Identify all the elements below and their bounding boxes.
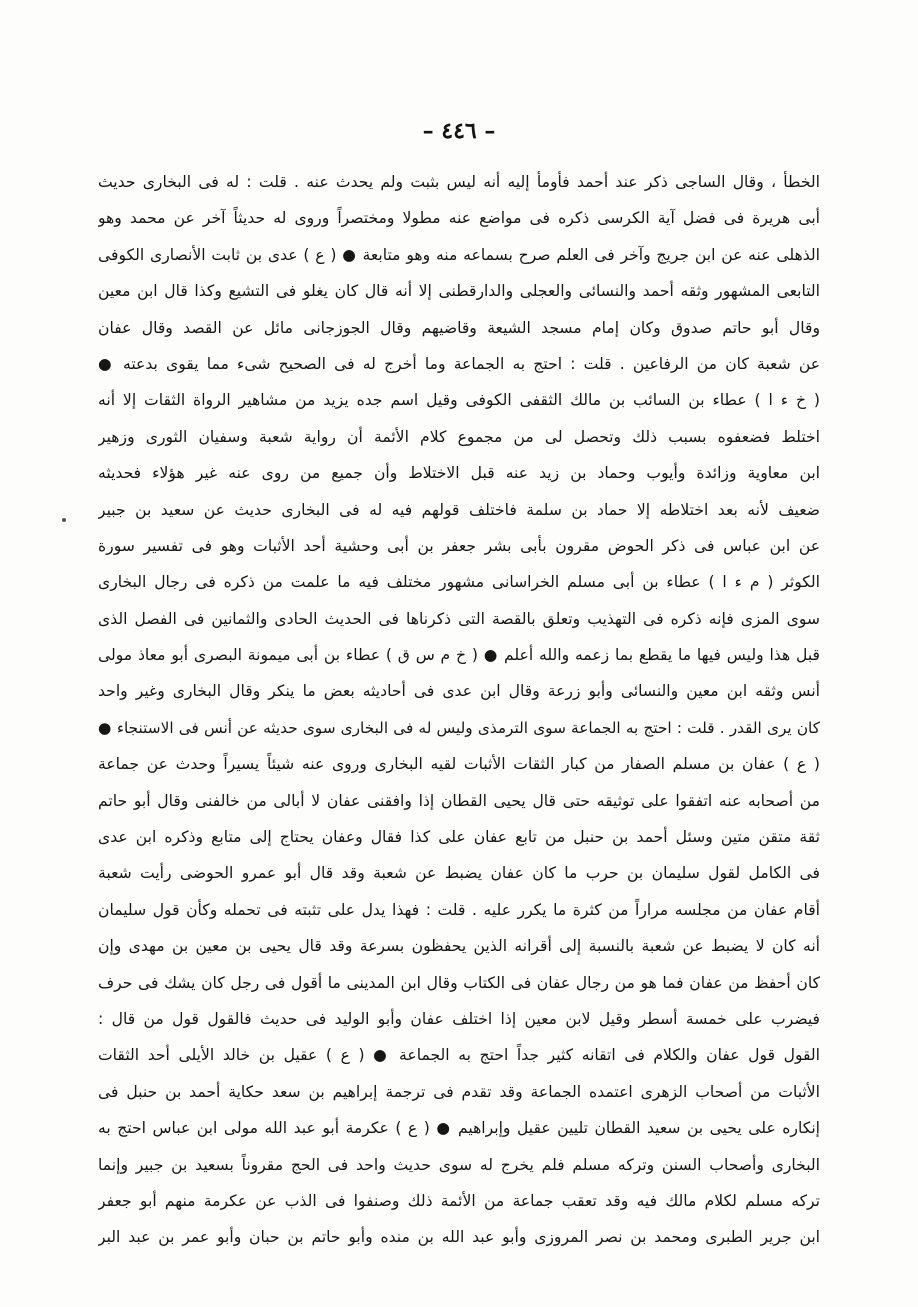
text-line: فيضرب على خمسة أسطر وقيل لابن معين إذا اختلف عفان وأبو الوليد فى حديث فالقول قول من قال : xyxy=(98,1009,820,1028)
text-line: الخطأ ، وقال الساجى ذكر عند أحمد فأومأ إليه أنه ليس بثبت ولم يحدث عنه . قلت : له فى البخارى حديث xyxy=(98,173,820,191)
text-line: ضعيف لأنه بعد اختلاطه إلا حماد بن سلمة فاختلف قولهم فيه له فى البخارى حديث عن سعيد بن جبير xyxy=(98,500,820,519)
page-number: – ٤٤٦ – xyxy=(422,118,496,144)
text-line: عن ابن عباس فى ذكر الحوض مقرون بأبى بشر جعفر بن أبى وحشية أحد الأثبات وهو فى تفسير سورة xyxy=(98,536,820,555)
text-line: من أصحابه عنه اتفقوا على توثيقه حتى قال يحيى القطان إذا وافقنى عفان لا أبالى من خالفنى وقال أبو حاتم xyxy=(98,791,820,810)
text-line: اختلط فضعفوه بسبب ذلك وتحصل لى من مجموع كلام الأئمة أن رواية شعبة وسفيان الثورى وزهير xyxy=(98,427,820,446)
text-line: وقال أبو حاتم صدوق وكان إمام مسجد الشيعة وقاضيهم وقال الجوزجانى مائل عن القصد وقال عفان xyxy=(98,318,820,337)
text-line: إنكاره على يحيى بن سعيد القطان تليين عقيل وإبراهيم ● ( ع ) عكرمة أبو عبد الله مولى ابن عباس احتج به xyxy=(98,1119,820,1138)
text-line: التابعى المشهور وثقه أحمد والنسائى والعجلى والدارقطنى إلا أنه قال كان يغلو فى التشيع وكذا قال ابن معين xyxy=(98,282,820,301)
text-line: فى الكامل لقول سليمان بن حرب ما كان عفان يضبط عن شعبة وقد قال أبو عمرو الحوضى رأيت شعبة xyxy=(98,864,820,883)
text-line: الذهلى عنه عن ابن جريج وآخر فى العلم صرح بسماعه منه وهو متابعة ● ( ع ) عدى بن ثابت الأنصارى الكوفى xyxy=(98,245,820,264)
text-line: ابن معاوية وزائدة وأيوب وحماد بن زيد عنه قبل الاختلاط وأن جميع من روى عنه غير هؤلاء فحديثه xyxy=(98,464,820,483)
text-line: الأثبات من أصحاب الزهرى اعتمده الجماعة وقد تقدم فى ترجمة إبراهيم بن سعد حكاية أحمد بن حنبل فى xyxy=(98,1082,820,1101)
text-line: كان أحفظ من عفان فما هو من رجال عفان فى الكتاب وقال ابن المدينى ما أقول فى رجل كان يشك فى حرف xyxy=(98,973,820,992)
text-line: ثقة متقن متين وسئل أحمد بن حنبل من تابع عفان على كذا فقال وعفان يحتاج إلى متابع وذكره ابن عدى xyxy=(98,828,820,847)
text-line: أقام عفان من مجلسه مراراً من كثرة ما يكرر عليه . قلت : فهذا يدل على تثبته فى تحمله وكأن قول سليمان xyxy=(98,900,820,919)
text-line: ( خ ء ا ) عطاء بن السائب بن مالك الثقفى الكوفى وقيل اسم جده يزيد من مشاهير الرواة الثقات إلا أنه xyxy=(98,391,820,410)
text-line: القول قول عفان والكلام فى اتقانه كثير جداً احتج به الجماعة ● ( ع ) عقيل بن خالد الأيلى أحد الثقات xyxy=(98,1046,820,1065)
text-line: تركه مسلم لكلام مالك فيه وقد تعقب جماعة من الأئمة ذلك وصنفوا فى الذب عن عكرمة منهم أبو جعفر xyxy=(98,1191,820,1210)
text-line: البخارى وأصحاب السنن وتركه مسلم فلم يخرج له سوى حديث واحد فى الحج مقروناً بسعيد بن جبير وإنما xyxy=(98,1155,820,1174)
body-text xyxy=(98,164,820,1256)
text-line: أنس وثقه ابن معين والنسائى وأبو زرعة وقال ابن عدى فى أحاديثه بعض ما ينكر وقال البخارى وغير واحد xyxy=(98,682,820,701)
text-line: قبل هذا وليس فيها ما يقطع بما زعمه والله أعلم ● ( خ م س ق ) عطاء بن أبى ميمونة البصرى أبو معاذ مولى xyxy=(98,646,820,665)
text-line: عن شعبة كان من الرفاعين . قلت : احتج به الجماعة وما أخرج له فى الصحيح شىء مما يقوى بدعته ● xyxy=(98,354,820,373)
text-line: ابن جرير الطبرى ومحمد بن نصر المروزى وأبو عبد الله بن منده وأبو حاتم بن حبان وأبو عمر بن عبد البر xyxy=(98,1228,820,1247)
text-line: أنه كان لا يضبط عن شعبة بالنسبة إلى أقرانه الذين يحفظون بسرعة وقد قال يحيى بن معين بن مهدى وإن xyxy=(98,937,820,956)
text-line: سوى المزى فإنه ذكره فى التهذيب وتعلق بالقصة التى ذكرناها فى الحديث الحادى والثمانين فى الفصل الذى xyxy=(98,609,820,628)
margin-dot xyxy=(62,518,66,522)
text-line: كان يرى القدر . قلت : احتج به الجماعة سوى الترمذى وليس له فى البخارى سوى حديثه عن أنس فى الاستنجاء ● xyxy=(98,718,820,737)
text-line: ( ع ) عفان بن مسلم الصفار من كبار الثقات الأثبات لقيه البخارى وروى عنه شيئاً يسيراً وحدث عن جماعة xyxy=(98,755,820,774)
text-line: الكوثر ( م ء ا ) عطاء بن أبى مسلم الخراسانى مشهور مختلف فيه ما علمت من ذكره فى رجال البخارى xyxy=(98,573,820,592)
text-line: أبى هريرة فى فضل آية الكرسى ذكره فى مواضع عنه مطولا ومختصراً وروى له حديثاً آخر عن محمد وهو xyxy=(98,209,820,228)
